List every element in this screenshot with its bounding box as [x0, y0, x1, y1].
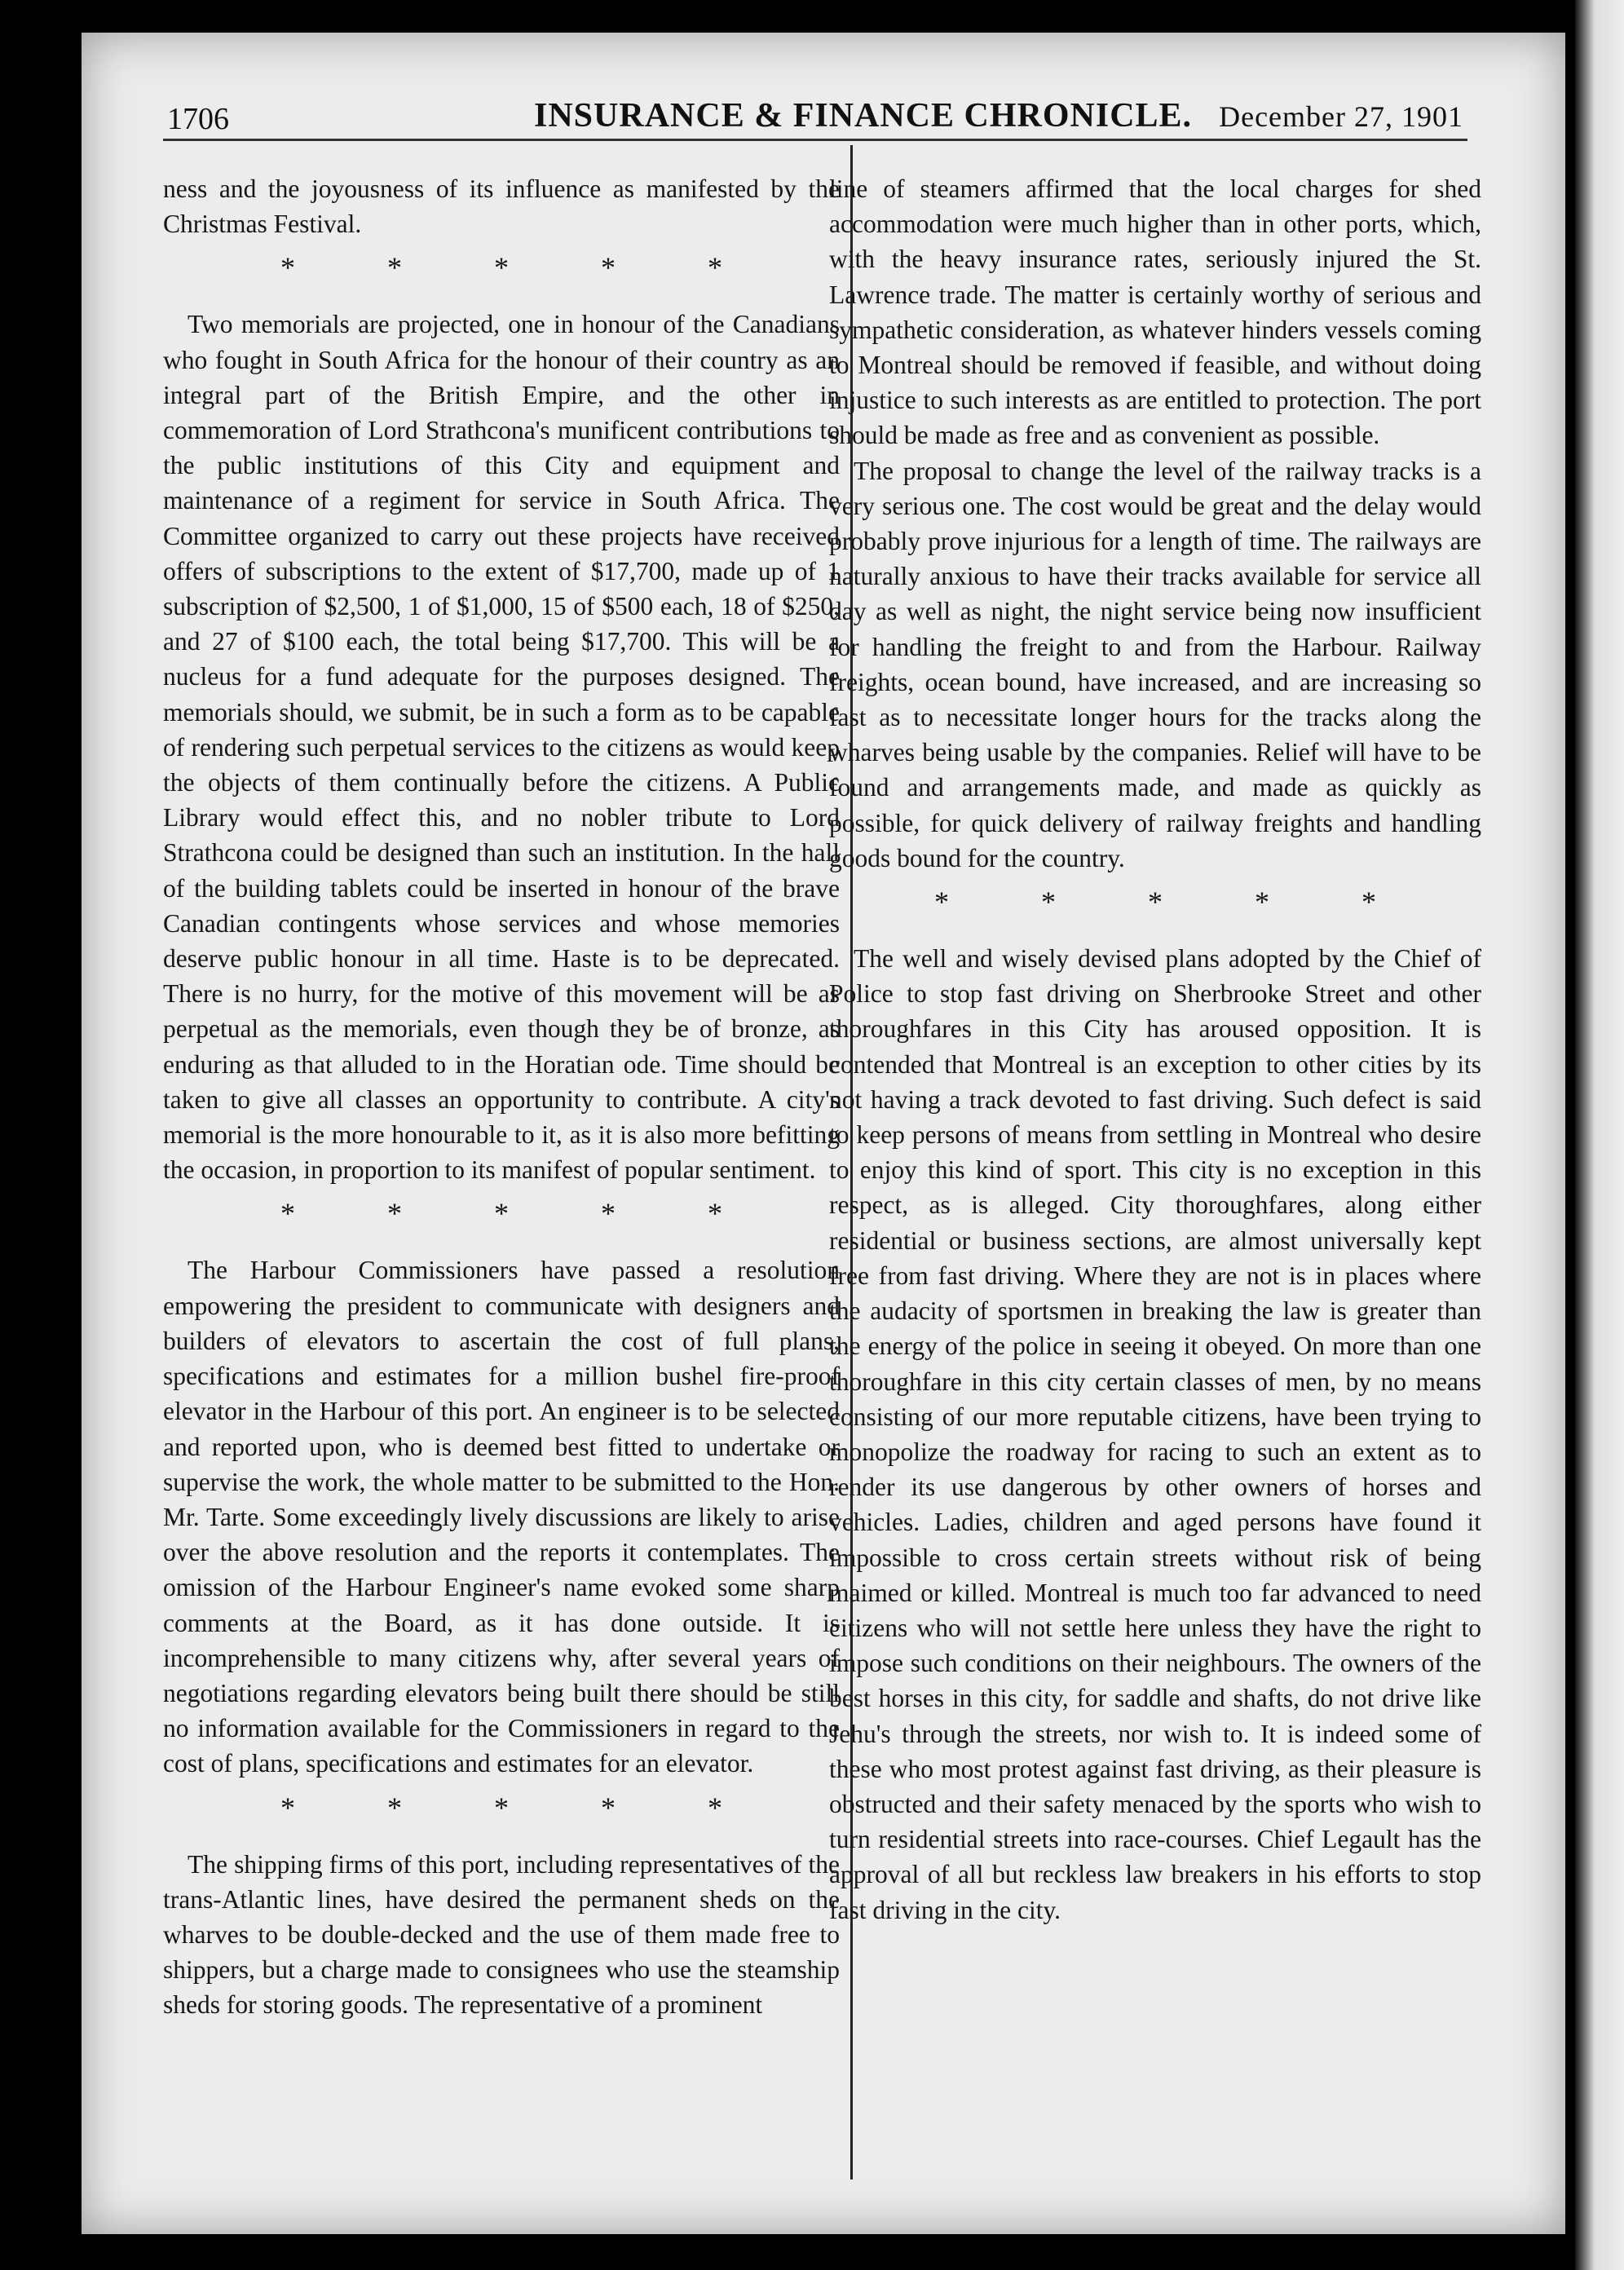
article-paragraph: Two memorials are projected, one in honour of the Canadians who fought in South Africa for the honour of their country as an integral part of the British Empire, and the other in commemoration of Lord Strathcona's munificent contributions to the public institutions of this City and equipment and maintenance of a regiment for service in South Africa. The Committee organized to carry out these projects have received offers of subscriptions to the extent of $17,700, made up of 1 subscription of $2,500, 1 of $1,000, 15 of $500 each, 18 of $250, and 27 of $100 each, the total being $17,700. This will be a nucleus for a fund adequate for the purposes designed. The memorials should, we submit, be in such a form as to be capable of rendering such perpetual services to the citizens as would keep the objects of them continually before the citizens. A Public Library would effect this, and no nobler tribute to Lord Strathcona could be designed than such an institution. In the hall of the building tablets could be inserted in honour of the brave Canadian contingents whose services and whose memories deserve public honour in all time. Haste is to be deprecated. There is no hurry, for the motive of this movement will be as perpetual as the memorials, even though they be of bronze, as enduring as that alluded to in the Horatian ode. Time should be taken to give all classes an opportunity to contribute. A city's memorial is the more honourable to it, as it is also more befitting the occasion, in proportion to its manifest of popular sentiment.	[163, 310, 840, 1185]
issue-date: December 27, 1901	[1219, 100, 1463, 133]
header-rule	[163, 139, 1467, 141]
section-separator: * * * * *	[280, 251, 765, 285]
article-paragraph: The proposal to change the level of the railway tracks is a very serious one. The cost would be great and the delay would probably prove injurious for a length of time. The railways are naturally anxious to have their tracks available for service all day as well as night, the night service being now insufficient for handling the freight to and from the Harbour. Railway freights, ocean bound, have increased, and are increasing so fast as to necessitate longer hours for the tracks along the wharves being usable by the companies. Relief will have to be found and arrangements made, and made as quickly as possible, for quick delivery of railway freights and handling goods bound for the country.	[829, 456, 1481, 872]
page-edge	[1575, 0, 1624, 2270]
article-paragraph: The shipping firms of this port, including representatives of the trans-Atlantic lines, have desired the permanent sheds on the wharves to be double-decked and the use of them made free to shippers, but a charge made to consignees who use the steamship sheds for storing goods. The representative of a prominent	[163, 1849, 840, 2020]
page-header	[167, 90, 1463, 139]
page-number: 1706	[167, 102, 229, 136]
left-column	[163, 171, 840, 2023]
article-paragraph: ness and the joyousness of its influence as manifested by the Christmas Festival.	[163, 174, 840, 239]
section-separator: * * * * *	[280, 1197, 765, 1230]
article-paragraph: The well and wisely devised plans adopted by the Chief of Police to stop fast driving on Sherbrooke Street and other thoroughfares in this City has aroused opposition. It is contended that Montreal is an exception to other cities by its not having a track devoted to fast driving. Such defect is said to keep persons of means from settling in Montreal who desire to enjoy this kind of sport. This city is no exception in this respect, as is alleged. City thoroughfares, along either residential or business sections, are almost universally kept free from fast driving. Where they are not is in places where the audacity of sportsmen in breaking the law is greater than the energy of the police in seeing it obeyed. On more than one thoroughfare in this city certain classes of men, by no means consisting of our more reputable citizens, have been trying to monopolize the roadway for racing to such an extent as to render its use dangerous by other owners of horses and vehicles. Ladies, children and aged persons have found it impossible to cross certain streets without risk of being maimed or killed. Montreal is much too far advanced to need citizens who will not settle here unless they have the right to impose such conditions on their neighbours. The owners of the best horses in this city, for saddle and shafts, do not drive like Jehu's through the streets, nor wish to. It is indeed some of these who most protest against fast driving, as their pleasure is obstructed and their safety menaced by the sports who wish to turn residential streets into race-courses. Chief Legault has the approval of all but reckless law breakers in his efforts to stop fast driving in the city.	[829, 944, 1481, 1924]
right-column	[829, 171, 1481, 1928]
journal-title: INSURANCE & FINANCE CHRONICLE.	[534, 97, 1193, 135]
article-paragraph: line of steamers affirmed that the local charges for shed accommodation were much higher than in other ports, which, with the heavy insurance rates, seriously injured the St. Lawrence trade. The matter is certainly worthy of serious and sympathetic consideration, as whatever hinders vessels coming to Montreal should be removed if feasible, and without doing injustice to such interests as are entitled to protection. The port should be made as free and as convenient as possible.	[829, 174, 1481, 450]
article-paragraph: The Harbour Commissioners have passed a resolution empowering the president to communicate with designers and builders of elevators to ascertain the cost of full plans, specifications and estimates for a million bushel fire-proof elevator in the Harbour of this port. An engineer is to be selected and reported upon, who is deemed best fitted to undertake or supervise the work, the whole matter to be submitted to the Hon. Mr. Tarte. Some exceedingly lively discussions are likely to arise over the above resolution and the reports it contemplates. The omission of the Harbour Engineer's name evoked some sharp comments at the Board, as it has done outside. It is incomprehensible to many citizens why, after several years of negotiations regarding elevators being built there should be still no information available for the Commissioners in regard to the cost of plans, specifications and estimates for an elevator.	[163, 1256, 840, 1778]
section-separator: * * * * *	[280, 1791, 765, 1824]
section-separator: * * * * *	[934, 885, 1419, 919]
